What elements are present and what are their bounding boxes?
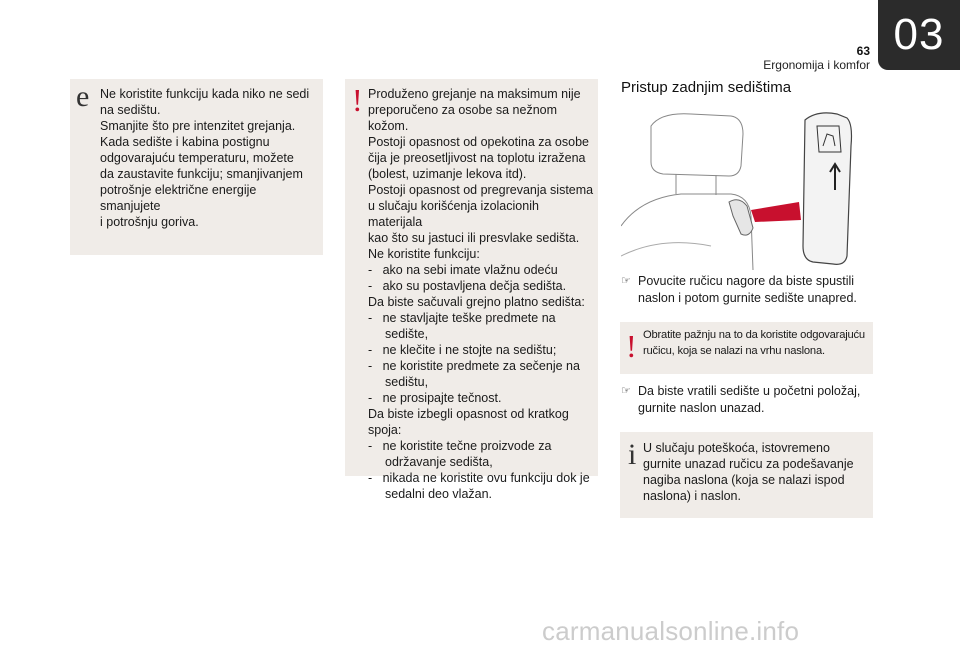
- list-item: - ako su postavljena dečja sedišta.: [368, 279, 567, 293]
- info-icon: i: [628, 438, 637, 471]
- step-arrow-icon: ☞: [621, 275, 631, 287]
- eco-line: odgovarajuću temperaturu, možete: [100, 151, 294, 165]
- rear-access-title: Pristup zadnjim sedištima: [621, 79, 792, 96]
- page-number: 63: [856, 44, 870, 58]
- instruction-step: ☞ Povucite ručicu nagore da biste spustili naslon i potom gurnite sedište unapred.: [621, 274, 857, 305]
- eco-line: da zaustavite funkciju; smanjivanjem: [100, 167, 303, 181]
- list-item: - nikada ne koristite ovu funkciju dok je sedalni deo vlažan.: [368, 471, 590, 501]
- eco-icon: e: [76, 80, 90, 113]
- list-item: - ne klečite i ne stojte na sedištu;: [368, 343, 557, 357]
- warning-icon: !: [352, 82, 363, 118]
- eco-line: i potrošnju goriva.: [100, 215, 199, 229]
- eco-line: Ne koristite funkciju kada niko ne sedi: [100, 87, 310, 101]
- warning-line: Produženo grejanje na maksimum nije: [368, 87, 581, 101]
- eco-line: Smanjite što pre intenzitet grejanja.: [100, 119, 296, 133]
- warning-line: Postoji opasnost od opekotina za osobe: [368, 135, 589, 149]
- list-item: - ako na sebi imate vlažnu odeću: [368, 263, 558, 277]
- eco-note-text: [100, 86, 320, 230]
- warning-line: preporučeno za osobe sa nežnom kožom.: [368, 103, 558, 133]
- list-item: - ne koristite predmete za sečenje na sedištu,: [368, 359, 580, 389]
- warning-line: Da biste sačuvali grejno platno sedišta:: [368, 295, 585, 309]
- warning-line: Postoji opasnost od pregrevanja sistema: [368, 183, 594, 197]
- warning-line: kao što su jastuci ili presvlake sedišta.: [368, 231, 580, 245]
- warning-line: Da biste izbegli opasnost od kratkog spoja:: [368, 407, 569, 437]
- chapter-tab: [878, 0, 960, 70]
- warning-line: (bolest, uzimanje lekova itd).: [368, 167, 527, 181]
- seat-lever-illustration: [621, 106, 871, 270]
- instruction-step: ☞ Da biste vratili sedište u početni položaj, gurnite naslon unazad.: [621, 384, 861, 415]
- eco-line: na sedištu.: [100, 103, 161, 117]
- list-item: - ne koristite tečne proizvode za održavanje sedišta,: [368, 439, 552, 469]
- warning-line: u slučaju korišćenja izolacionih materijala: [368, 199, 539, 229]
- warning-line: Ne koristite funkciju:: [368, 247, 480, 261]
- step-arrow-icon: ☞: [621, 385, 631, 397]
- info-note-text: U slučaju poteškoća, istovremeno gurnite unazad ručicu za podešavanje nagiba naslona (koja se nalazi ispod naslona) i naslon.: [643, 441, 854, 503]
- warning-line: čija je preosetljivost na toplotu izražena: [368, 151, 586, 165]
- watermark: carmanualsonline.info: [542, 616, 800, 646]
- warning-text: [368, 86, 596, 502]
- eco-line: potrošnje električne energije smanjujete: [100, 183, 257, 213]
- chapter-number: 03: [893, 10, 945, 59]
- warning-icon: !: [626, 328, 637, 364]
- section-title: Ergonomija i komfor: [763, 58, 870, 72]
- eco-line: Kada sedište i kabina postignu: [100, 135, 270, 149]
- list-item: - ne prosipajte tečnost.: [368, 391, 502, 405]
- list-item: - ne stavljajte teške predmete na sedište,: [368, 311, 556, 341]
- warning-note-text: Obratite pažnju na to da koristite odgovarajuću ručicu, koja se nalazi na vrhu naslona.: [643, 329, 865, 357]
